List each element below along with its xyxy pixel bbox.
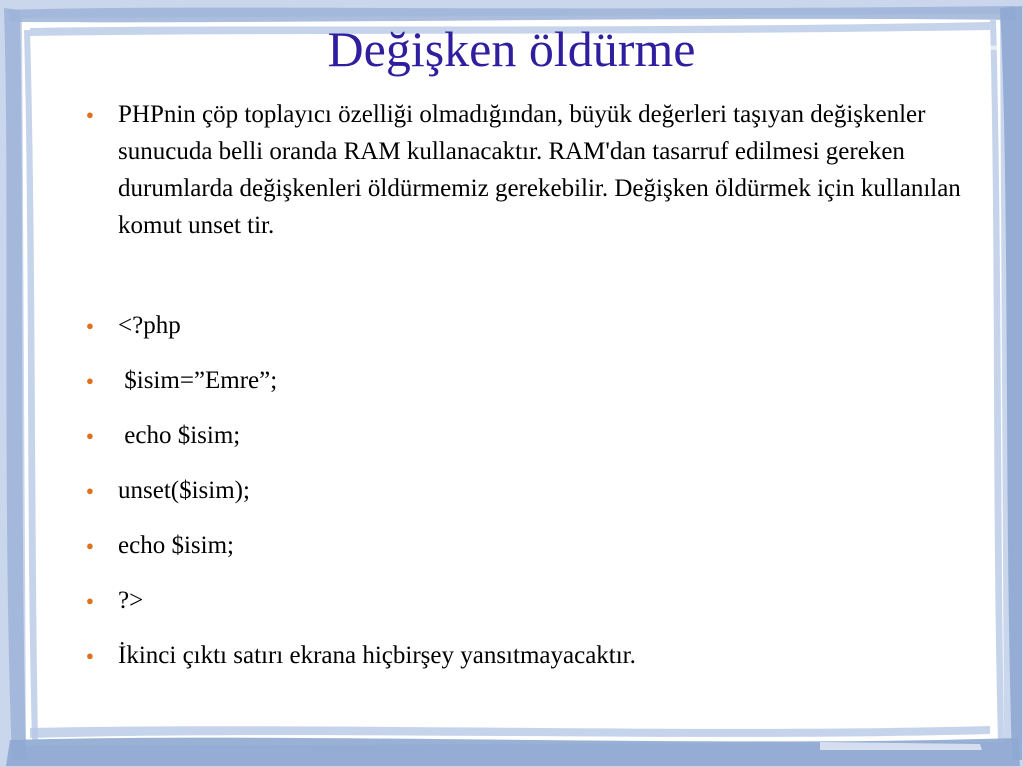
bullet-dot-icon: ●	[86, 107, 94, 122]
bullet-text: <?php	[118, 312, 181, 339]
bullet-dot-icon: ●	[86, 593, 94, 608]
list-item	[82, 417, 982, 454]
bullet-dot-icon: ●	[86, 318, 94, 333]
list-item	[82, 472, 982, 509]
bullet-dot-icon: ●	[86, 373, 94, 388]
bullet-text: unset($isim);	[118, 477, 250, 504]
bullet-text: ?>	[118, 587, 144, 614]
list-item	[82, 362, 982, 399]
bullet-text: PHPnin çöp toplayıcı özelliği olmadığından, büyük değerleri taşıyan değişkenler sunucuda belli oranda RAM kullanacaktır. RAM'dan tasarruf edilmesi gereken durumlarda değişkenleri öldürmemiz gerekebilir. Değişken öldürmek için kullanılan komut unset tir.	[118, 101, 968, 239]
list-item	[82, 527, 982, 564]
list-item	[82, 637, 982, 674]
list-item	[82, 582, 982, 619]
list-item	[82, 96, 982, 244]
bullet-dot-icon: ●	[86, 428, 94, 443]
bullet-text: İkinci çıktı satırı ekrana hiçbirşey yansıtmayacaktır.	[118, 642, 636, 669]
bullet-dot-icon: ●	[86, 483, 94, 498]
bullet-text: echo $isim;	[118, 422, 241, 449]
slide-title: Değişken öldürme	[327, 21, 696, 77]
bullet-dot-icon: ●	[86, 648, 94, 663]
list-item	[82, 307, 982, 344]
bullet-text: echo $isim;	[118, 532, 234, 559]
bullet-list	[82, 96, 982, 674]
bullet-dot-icon: ●	[86, 538, 94, 553]
bullet-text: $isim=”Emre”;	[118, 367, 278, 394]
